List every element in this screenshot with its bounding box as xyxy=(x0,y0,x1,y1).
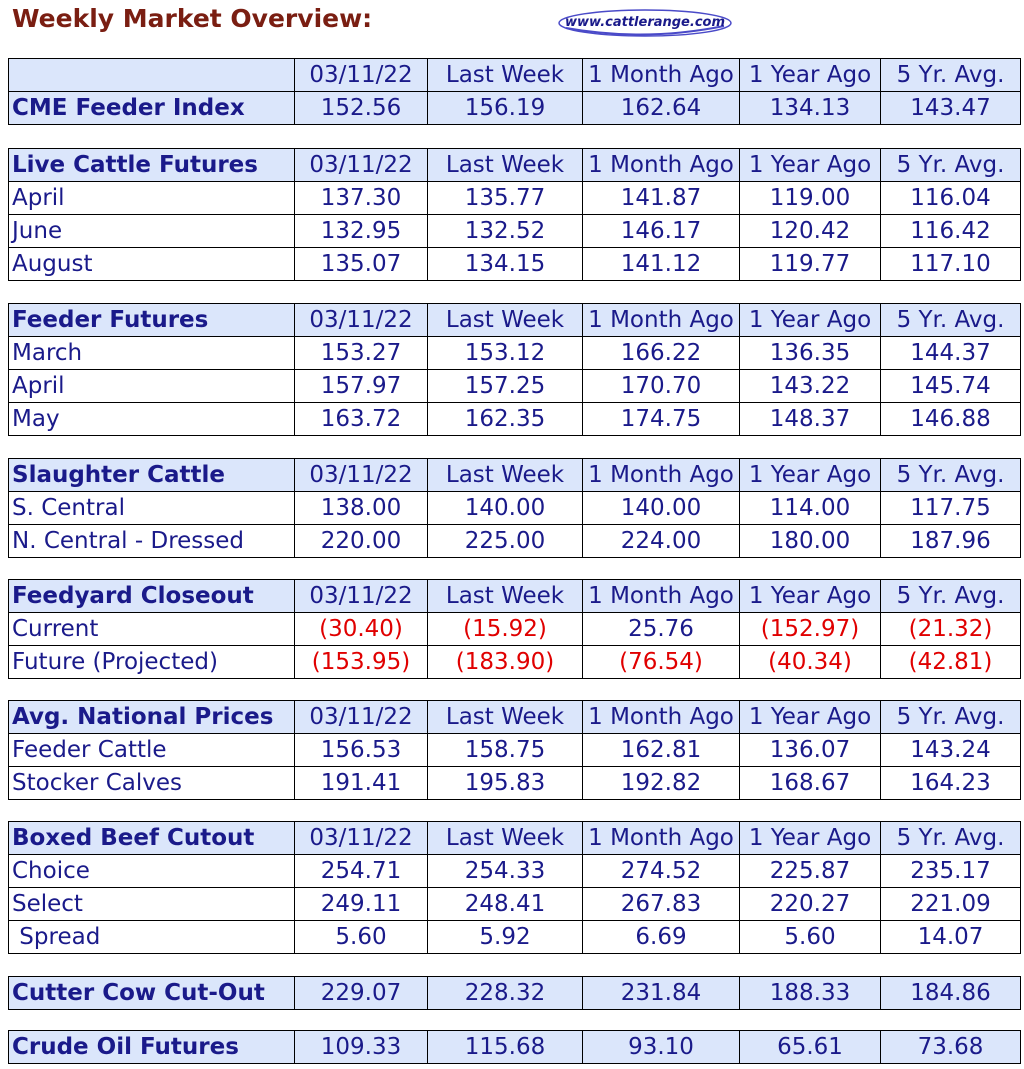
row-label: May xyxy=(9,403,295,436)
cell-value: 135.07 xyxy=(295,248,428,281)
cell-value: 136.35 xyxy=(740,337,881,370)
cell-value: 119.77 xyxy=(740,248,881,281)
cell-value: 120.42 xyxy=(740,215,881,248)
row-label: S. Central xyxy=(9,492,295,525)
cell-value: 174.75 xyxy=(583,403,740,436)
table-row xyxy=(9,215,1021,248)
section-header: Feedyard Closeout xyxy=(9,580,295,613)
cell-value: 116.04 xyxy=(881,182,1021,215)
column-header-last-week: Last Week xyxy=(428,580,583,613)
table-row xyxy=(9,370,1021,403)
cell-value: 119.00 xyxy=(740,182,881,215)
column-header-date: 03/11/22 xyxy=(295,59,428,92)
cell-value: 162.64 xyxy=(583,92,740,125)
cell-value: 163.72 xyxy=(295,403,428,436)
cell-value: 168.67 xyxy=(740,767,881,800)
table-row xyxy=(9,525,1021,558)
cell-value: (15.92) xyxy=(428,613,583,646)
row-label: April xyxy=(9,370,295,403)
section-header: Live Cattle Futures xyxy=(9,149,295,182)
cell-value: 146.17 xyxy=(583,215,740,248)
row-label: Select xyxy=(9,888,295,921)
section-header-row xyxy=(9,701,1021,734)
cell-value: 73.68 xyxy=(881,1031,1021,1064)
column-header-row xyxy=(9,59,1021,92)
column-header-5-yr-avg: 5 Yr. Avg. xyxy=(881,304,1021,337)
cell-value: (183.90) xyxy=(428,646,583,679)
cell-value: 162.81 xyxy=(583,734,740,767)
table-feedyard-closeout xyxy=(8,579,1021,679)
cell-value: 5.92 xyxy=(428,921,583,954)
section-header-row xyxy=(9,149,1021,182)
column-header-5-yr-avg: 5 Yr. Avg. xyxy=(881,459,1021,492)
table-cme-feeder-index xyxy=(8,58,1021,125)
cell-value: 195.83 xyxy=(428,767,583,800)
column-header-1-year-ago: 1 Year Ago xyxy=(740,459,881,492)
column-header-5-yr-avg: 5 Yr. Avg. xyxy=(881,149,1021,182)
cell-value: 231.84 xyxy=(583,977,740,1010)
column-header-5-yr-avg: 5 Yr. Avg. xyxy=(881,59,1021,92)
table-cutter-cow-cut-out xyxy=(8,976,1021,1010)
cell-value: 134.13 xyxy=(740,92,881,125)
cell-value: 141.12 xyxy=(583,248,740,281)
table-row xyxy=(9,92,1021,125)
cell-value: 116.42 xyxy=(881,215,1021,248)
cell-value: 114.00 xyxy=(740,492,881,525)
cell-value: 225.00 xyxy=(428,525,583,558)
cell-value: 132.52 xyxy=(428,215,583,248)
cell-value: 5.60 xyxy=(295,921,428,954)
cell-value: 158.75 xyxy=(428,734,583,767)
table-feeder-futures xyxy=(8,303,1021,436)
cell-value: 134.15 xyxy=(428,248,583,281)
column-header-5-yr-avg: 5 Yr. Avg. xyxy=(881,701,1021,734)
page-title: Weekly Market Overview: xyxy=(12,4,373,33)
section-header-row xyxy=(9,822,1021,855)
cell-value: 162.35 xyxy=(428,403,583,436)
cell-value: 6.69 xyxy=(583,921,740,954)
cell-value: 191.41 xyxy=(295,767,428,800)
column-header-date: 03/11/22 xyxy=(295,822,428,855)
row-label: Future (Projected) xyxy=(9,646,295,679)
table-row xyxy=(9,1031,1021,1064)
cell-value: 25.76 xyxy=(583,613,740,646)
logo-text: www.cattlerange.com xyxy=(565,15,725,30)
cell-value: 135.77 xyxy=(428,182,583,215)
column-header-1-year-ago: 1 Year Ago xyxy=(740,304,881,337)
table-row xyxy=(9,248,1021,281)
table-row xyxy=(9,977,1021,1010)
cell-value: 164.23 xyxy=(881,767,1021,800)
cell-value: (30.40) xyxy=(295,613,428,646)
cell-value: (42.81) xyxy=(881,646,1021,679)
column-header-1-month-ago: 1 Month Ago xyxy=(583,149,740,182)
cell-value: 180.00 xyxy=(740,525,881,558)
cell-value: 157.25 xyxy=(428,370,583,403)
row-label: March xyxy=(9,337,295,370)
cell-value: 249.11 xyxy=(295,888,428,921)
table-row xyxy=(9,403,1021,436)
cell-value: 153.12 xyxy=(428,337,583,370)
cell-value: 140.00 xyxy=(583,492,740,525)
table-row xyxy=(9,888,1021,921)
cell-value: 138.00 xyxy=(295,492,428,525)
table-row xyxy=(9,613,1021,646)
cell-value: 157.97 xyxy=(295,370,428,403)
cell-value: 143.22 xyxy=(740,370,881,403)
cell-value: 228.32 xyxy=(428,977,583,1010)
cell-value: 221.09 xyxy=(881,888,1021,921)
column-header-5-yr-avg: 5 Yr. Avg. xyxy=(881,580,1021,613)
cell-value: (152.97) xyxy=(740,613,881,646)
cell-value: 220.00 xyxy=(295,525,428,558)
cell-value: 192.82 xyxy=(583,767,740,800)
row-label: Current xyxy=(9,613,295,646)
cell-value: 166.22 xyxy=(583,337,740,370)
column-header-1-year-ago: 1 Year Ago xyxy=(740,701,881,734)
table-crude-oil-futures xyxy=(8,1030,1021,1064)
cell-value: 93.10 xyxy=(583,1031,740,1064)
cell-value: 229.07 xyxy=(295,977,428,1010)
column-header-1-month-ago: 1 Month Ago xyxy=(583,304,740,337)
table-row xyxy=(9,337,1021,370)
table-row xyxy=(9,921,1021,954)
cell-value: 248.41 xyxy=(428,888,583,921)
cell-value: 143.24 xyxy=(881,734,1021,767)
cell-value: 267.83 xyxy=(583,888,740,921)
section-header: Avg. National Prices xyxy=(9,701,295,734)
row-label: Spread xyxy=(9,921,295,954)
cell-value: 170.70 xyxy=(583,370,740,403)
column-header-1-month-ago: 1 Month Ago xyxy=(583,822,740,855)
cell-value: 220.27 xyxy=(740,888,881,921)
column-header-last-week: Last Week xyxy=(428,304,583,337)
cell-value: 65.61 xyxy=(740,1031,881,1064)
column-header-5-yr-avg: 5 Yr. Avg. xyxy=(881,822,1021,855)
cell-value: 225.87 xyxy=(740,855,881,888)
cell-value: 141.87 xyxy=(583,182,740,215)
column-header-1-month-ago: 1 Month Ago xyxy=(583,580,740,613)
row-label: Cutter Cow Cut-Out xyxy=(9,977,295,1010)
table-avg-national-prices xyxy=(8,700,1021,800)
column-header-last-week: Last Week xyxy=(428,822,583,855)
column-header-1-year-ago: 1 Year Ago xyxy=(740,149,881,182)
cell-value: 224.00 xyxy=(583,525,740,558)
table-row xyxy=(9,492,1021,525)
section-header: Boxed Beef Cutout xyxy=(9,822,295,855)
column-header-date: 03/11/22 xyxy=(295,459,428,492)
cattlerange-logo[interactable] xyxy=(556,8,734,38)
section-header: Slaughter Cattle xyxy=(9,459,295,492)
cell-value: 140.00 xyxy=(428,492,583,525)
row-label: Feeder Cattle xyxy=(9,734,295,767)
column-header-date: 03/11/22 xyxy=(295,701,428,734)
table-boxed-beef-cutout xyxy=(8,821,1021,954)
cell-value: 132.95 xyxy=(295,215,428,248)
cell-value: (153.95) xyxy=(295,646,428,679)
cell-value: 136.07 xyxy=(740,734,881,767)
column-header-1-year-ago: 1 Year Ago xyxy=(740,59,881,92)
column-header-date: 03/11/22 xyxy=(295,149,428,182)
column-header-date: 03/11/22 xyxy=(295,304,428,337)
cell-value: 152.56 xyxy=(295,92,428,125)
cell-value: 184.86 xyxy=(881,977,1021,1010)
cell-value: 274.52 xyxy=(583,855,740,888)
cell-value: 254.33 xyxy=(428,855,583,888)
section-header-row xyxy=(9,580,1021,613)
cell-value: 117.10 xyxy=(881,248,1021,281)
column-header-1-month-ago: 1 Month Ago xyxy=(583,59,740,92)
cell-value: 148.37 xyxy=(740,403,881,436)
table-row xyxy=(9,855,1021,888)
column-header-last-week: Last Week xyxy=(428,459,583,492)
cell-value: 117.75 xyxy=(881,492,1021,525)
column-header-last-week: Last Week xyxy=(428,149,583,182)
cell-value: (76.54) xyxy=(583,646,740,679)
cell-value: 143.47 xyxy=(881,92,1021,125)
column-header-last-week: Last Week xyxy=(428,701,583,734)
cell-value: 14.07 xyxy=(881,921,1021,954)
row-label: Stocker Calves xyxy=(9,767,295,800)
cell-value: 146.88 xyxy=(881,403,1021,436)
column-header-date: 03/11/22 xyxy=(295,580,428,613)
row-label: N. Central - Dressed xyxy=(9,525,295,558)
cell-value: 235.17 xyxy=(881,855,1021,888)
row-label: Crude Oil Futures xyxy=(9,1031,295,1064)
cell-value: 145.74 xyxy=(881,370,1021,403)
cell-value: 156.19 xyxy=(428,92,583,125)
cell-value: 115.68 xyxy=(428,1031,583,1064)
cell-value: 109.33 xyxy=(295,1031,428,1064)
section-header-row xyxy=(9,459,1021,492)
table-slaughter-cattle xyxy=(8,458,1021,558)
cell-value: 156.53 xyxy=(295,734,428,767)
row-label: CME Feeder Index xyxy=(9,92,295,125)
column-header-last-week: Last Week xyxy=(428,59,583,92)
table-row xyxy=(9,182,1021,215)
cell-value: 187.96 xyxy=(881,525,1021,558)
section-header xyxy=(9,59,295,92)
column-header-1-year-ago: 1 Year Ago xyxy=(740,822,881,855)
table-row xyxy=(9,646,1021,679)
cell-value: 144.37 xyxy=(881,337,1021,370)
cell-value: 5.60 xyxy=(740,921,881,954)
cell-value: 254.71 xyxy=(295,855,428,888)
column-header-1-year-ago: 1 Year Ago xyxy=(740,580,881,613)
row-label: June xyxy=(9,215,295,248)
row-label: Choice xyxy=(9,855,295,888)
cell-value: (40.34) xyxy=(740,646,881,679)
row-label: April xyxy=(9,182,295,215)
cell-value: 153.27 xyxy=(295,337,428,370)
section-header: Feeder Futures xyxy=(9,304,295,337)
section-header-row xyxy=(9,304,1021,337)
table-live-cattle-futures xyxy=(8,148,1021,281)
cell-value: 188.33 xyxy=(740,977,881,1010)
table-row xyxy=(9,734,1021,767)
cell-value: 137.30 xyxy=(295,182,428,215)
row-label: August xyxy=(9,248,295,281)
cell-value: (21.32) xyxy=(881,613,1021,646)
table-row xyxy=(9,767,1021,800)
column-header-1-month-ago: 1 Month Ago xyxy=(583,701,740,734)
column-header-1-month-ago: 1 Month Ago xyxy=(583,459,740,492)
